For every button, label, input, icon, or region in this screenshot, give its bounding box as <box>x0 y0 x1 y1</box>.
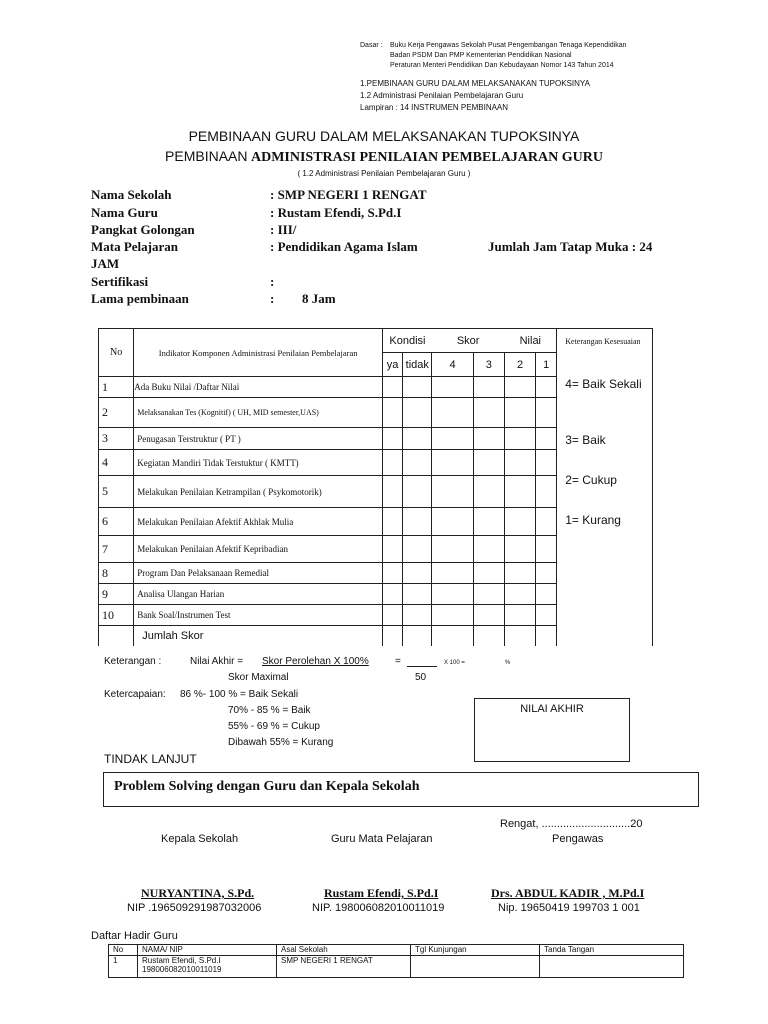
cell-1[interactable] <box>536 428 557 450</box>
cell-3[interactable] <box>473 398 504 428</box>
page-title: PEMBINAAN GURU DALAM MELAKSANAKAN TUPOKSINYA <box>188 128 580 144</box>
signature-role-principal: Kepala Sekolah <box>161 833 239 845</box>
ketercapaian-line: 70% - 85 % = Baik <box>228 705 311 716</box>
reference-line-2: 1.2 Administrasi Penilaian Pembelajaran Guru <box>360 91 524 100</box>
cell-ya[interactable] <box>383 476 403 508</box>
cell-1[interactable] <box>536 563 557 584</box>
cell-2[interactable] <box>504 584 535 605</box>
problem-solving-text: Problem Solving dengan Guru dan Kepala Sekolah <box>114 779 420 794</box>
cell-1[interactable] <box>536 536 557 563</box>
cell-2[interactable] <box>504 508 535 536</box>
row-no: 1 <box>99 377 134 398</box>
cell-ya[interactable] <box>383 398 403 428</box>
cell-3[interactable] <box>473 536 504 563</box>
formula-percent: % <box>505 660 511 666</box>
legend-3: 3= Baik <box>565 433 606 447</box>
cell-4[interactable] <box>432 563 473 584</box>
cell-2[interactable] <box>504 450 535 476</box>
subtitle-reference: ( 1.2 Administrasi Penilaian Pembelajaran Guru ) <box>297 169 471 178</box>
total-cell-4[interactable] <box>432 626 473 647</box>
cell-3[interactable] <box>473 428 504 450</box>
dasar-line-3: Peraturan Menteri Pendidikan Dan Kebudayaan Nomor 143 Tahun 2014 <box>390 62 614 69</box>
cell-4[interactable] <box>432 428 473 450</box>
follow-up-heading: TINDAK LANJUT <box>104 752 197 766</box>
assessment-table <box>98 328 653 646</box>
total-no-cell <box>99 626 134 647</box>
page-subtitle <box>0 148 768 166</box>
keterangan-column <box>557 329 653 647</box>
header-no: No <box>99 329 134 377</box>
cell-2[interactable] <box>504 476 535 508</box>
attendance-school: SMP NEGERI 1 RENGAT <box>277 956 411 978</box>
legend-1: 1= Kurang <box>565 513 621 527</box>
total-label: Jumlah Skor <box>134 626 383 647</box>
row-indicator: Analisa Ulangan Harian <box>134 584 383 605</box>
cell-3[interactable] <box>473 584 504 605</box>
row-indicator: Melaksanakan Tes (Kognitif) ( UH, MID semester,UAS) <box>134 398 383 428</box>
attendance-date[interactable] <box>411 956 540 978</box>
signature-name-teacher: Rustam Efendi, S.Pd.I <box>324 886 439 900</box>
cell-ya[interactable] <box>383 508 403 536</box>
cell-tidak[interactable] <box>403 605 432 626</box>
attendance-no: 1 <box>109 956 138 978</box>
identity-label-teacher: Nama Guru <box>91 205 158 220</box>
dasar-label: Dasar : <box>360 42 383 49</box>
legend-4: 4= Baik Sekali <box>565 377 642 391</box>
row-no: 9 <box>99 584 134 605</box>
cell-ya[interactable] <box>383 605 403 626</box>
identity-value-duration: : <box>270 291 275 306</box>
cell-4[interactable] <box>432 377 473 398</box>
row-no: 5 <box>99 476 134 508</box>
ketercapaian-line: 86 %- 100 % = Baik Sekali <box>180 689 299 700</box>
identity-value-rank: : III/ <box>270 222 297 237</box>
subtitle-prefix: PEMBINAAN <box>165 148 248 164</box>
row-indicator: Melakukan Penilaian Afektif Akhlak Mulia <box>134 508 383 536</box>
total-cell-2[interactable] <box>504 626 535 647</box>
teaching-hours: Jumlah Jam Tatap Muka : 24 <box>488 239 653 254</box>
cell-2[interactable] <box>504 536 535 563</box>
cell-ya[interactable] <box>383 377 403 398</box>
ketercapaian-label: Ketercapaian: <box>104 689 166 700</box>
cell-1[interactable] <box>536 398 557 428</box>
cell-4[interactable] <box>432 584 473 605</box>
cell-1[interactable] <box>536 508 557 536</box>
sub-header-4: 4 <box>432 353 473 377</box>
signature-nip-principal: NIP .196509291987032006 <box>127 902 262 914</box>
sub-header-3: 3 <box>473 353 504 377</box>
cell-tidak[interactable] <box>403 476 432 508</box>
formula-equals: = <box>395 656 401 667</box>
row-no: 4 <box>99 450 134 476</box>
cell-2[interactable] <box>504 563 535 584</box>
formula-keterangan: Keterangan : <box>104 656 162 667</box>
identity-label-rank: Pangkat Golongan <box>91 222 195 237</box>
cell-tidak[interactable] <box>403 508 432 536</box>
attendance-signature[interactable] <box>540 956 684 978</box>
attendance-title: Daftar Hadir Guru <box>91 930 178 942</box>
cell-tidak[interactable] <box>403 536 432 563</box>
cell-2[interactable] <box>504 605 535 626</box>
cell-1[interactable] <box>536 605 557 626</box>
identity-value-certification: : <box>270 274 275 289</box>
cell-ya[interactable] <box>383 536 403 563</box>
cell-4[interactable] <box>432 398 473 428</box>
row-indicator: Melakukan Penilaian Afektif Kepribadian <box>134 536 383 563</box>
identity-value-teacher: : Rustam Efendi, S.Pd.I <box>270 205 402 220</box>
row-no: 8 <box>99 563 134 584</box>
keterangan-header: Keterangan Kesesuaian <box>565 337 641 346</box>
attendance-header-school: Asal Sekolah <box>277 945 411 956</box>
row-indicator: Ada Buku Nilai /Daftar Nilai <box>134 377 383 398</box>
ketercapaian-line: Dibawah 55% = Kurang <box>228 737 334 748</box>
formula-blank[interactable] <box>407 666 437 667</box>
row-no: 7 <box>99 536 134 563</box>
ketercapaian-line: 55% - 69 % = Cukup <box>228 721 320 732</box>
formula-denominator: Skor Maximal <box>228 672 289 683</box>
formula-numerator: Skor Perolehan X 100% <box>262 656 369 667</box>
teaching-hours-unit: JAM <box>91 256 120 271</box>
legend-2: 2= Cukup <box>565 473 617 487</box>
row-no: 6 <box>99 508 134 536</box>
row-no: 10 <box>99 605 134 626</box>
cell-4[interactable] <box>432 450 473 476</box>
cell-2[interactable] <box>504 398 535 428</box>
cell-1[interactable] <box>536 584 557 605</box>
attendance-header-no: No <box>109 945 138 956</box>
attendance-name-cell <box>138 956 277 978</box>
cell-tidak[interactable] <box>403 377 432 398</box>
cell-3[interactable] <box>473 377 504 398</box>
header-nilai: Nilai <box>504 329 556 353</box>
identity-value-school: : SMP NEGERI 1 RENGAT <box>270 187 427 202</box>
attendance-header-sign: Tanda Tangan <box>540 945 684 956</box>
signature-nip-supervisor: Nip. 19650419 199703 1 001 <box>498 902 640 914</box>
total-cell-3[interactable] <box>473 626 504 647</box>
row-indicator: Bank Soal/Instrumen Test <box>134 605 383 626</box>
row-indicator: Melakukan Penilaian Ketrampilan ( Psykomotorik) <box>134 476 383 508</box>
formula-max: 50 <box>415 672 427 683</box>
cell-ya[interactable] <box>383 563 403 584</box>
attendance-header-date: Tgl Kunjungan <box>411 945 540 956</box>
place-date: Rengat, .............................20 <box>500 818 643 830</box>
attendance-header-name: NAMA/ NIP <box>138 945 277 956</box>
cell-tidak[interactable] <box>403 450 432 476</box>
identity-label-duration: Lama pembinaan <box>91 291 189 306</box>
identity-label-certification: Sertifikasi <box>91 274 149 289</box>
cell-4[interactable] <box>432 476 473 508</box>
cell-4[interactable] <box>432 508 473 536</box>
cell-ya[interactable] <box>383 584 403 605</box>
cell-ya[interactable] <box>383 428 403 450</box>
row-no: 3 <box>99 428 134 450</box>
final-score-box[interactable] <box>474 698 630 762</box>
header-indicator: Indikator Komponen Administrasi Penilaian Pembelajaran <box>134 329 383 377</box>
dasar-line-1: Buku Kerja Pengawas Sekolah Pusat Pengembangan Tenaga Kependidikan <box>390 42 627 49</box>
identity-label-school: Nama Sekolah <box>91 187 172 202</box>
signature-role-teacher: Guru Mata Pelajaran <box>331 833 433 845</box>
cell-3[interactable] <box>473 508 504 536</box>
cell-1[interactable] <box>536 377 557 398</box>
reference-line-3: Lampiran : 14 INSTRUMEN PEMBINAAN <box>360 103 509 112</box>
sub-header-2: 2 <box>504 353 535 377</box>
final-score-label: NILAI AKHIR <box>520 703 584 715</box>
cell-tidak[interactable] <box>403 584 432 605</box>
row-indicator: Penugasan Terstruktur ( PT ) <box>134 428 383 450</box>
duration-value: 8 Jam <box>302 291 336 306</box>
cell-tidak[interactable] <box>403 428 432 450</box>
cell-3[interactable] <box>473 563 504 584</box>
identity-label-subject: Mata Pelajaran <box>91 239 179 254</box>
signature-name-principal: NURYANTINA, S.Pd. <box>141 886 255 900</box>
dasar-line-2: Badan PSDM Dan PMP Kementerian Pendidikan Nasional <box>390 52 572 59</box>
sub-header-1: 1 <box>536 353 557 377</box>
attendance-name: Rustam Efendi, S.Pd.I <box>142 956 221 965</box>
row-no: 2 <box>99 398 134 428</box>
total-cell-1[interactable] <box>536 626 557 647</box>
row-indicator: Kegiatan Mandiri Tidak Terstuktur ( KMTT) <box>134 450 383 476</box>
cell-3[interactable] <box>473 450 504 476</box>
header-kondisi: Kondisi <box>383 329 432 353</box>
problem-solving-box <box>103 772 699 807</box>
header-skor: Skor <box>432 329 505 353</box>
attendance-table <box>108 944 684 978</box>
attendance-nip: 198006082010011019 <box>142 965 222 974</box>
identity-value-subject: : Pendidikan Agama Islam <box>270 239 418 254</box>
total-cell-ya[interactable] <box>383 626 403 647</box>
reference-line-1: 1.PEMBINAAN GURU DALAM MELAKSANAKAN TUPOKSINYA <box>360 79 590 88</box>
cell-tidak[interactable] <box>403 563 432 584</box>
total-cell-tidak[interactable] <box>403 626 432 647</box>
sub-header-ya: ya <box>383 353 403 377</box>
cell-tidak[interactable] <box>403 398 432 428</box>
cell-3[interactable] <box>473 476 504 508</box>
cell-4[interactable] <box>432 605 473 626</box>
cell-2[interactable] <box>504 428 535 450</box>
formula-x100: X 100 = <box>444 660 465 666</box>
table-row <box>109 956 684 978</box>
cell-1[interactable] <box>536 450 557 476</box>
cell-3[interactable] <box>473 605 504 626</box>
signature-role-supervisor: Pengawas <box>552 833 604 845</box>
signature-nip-teacher: NIP. 198006082010011019 <box>312 902 445 914</box>
cell-ya[interactable] <box>383 450 403 476</box>
signature-name-supervisor: Drs. ABDUL KADIR , M.Pd.I <box>491 886 645 900</box>
cell-2[interactable] <box>504 377 535 398</box>
cell-1[interactable] <box>536 476 557 508</box>
sub-header-tidak: tidak <box>403 353 432 377</box>
cell-4[interactable] <box>432 536 473 563</box>
formula-label: Nilai Akhir = <box>190 656 244 667</box>
subtitle-bold: ADMINISTRASI PENILAIAN PEMBELAJARAN GURU <box>250 150 603 165</box>
row-indicator: Program Dan Pelaksanaan Remedial <box>134 563 383 584</box>
